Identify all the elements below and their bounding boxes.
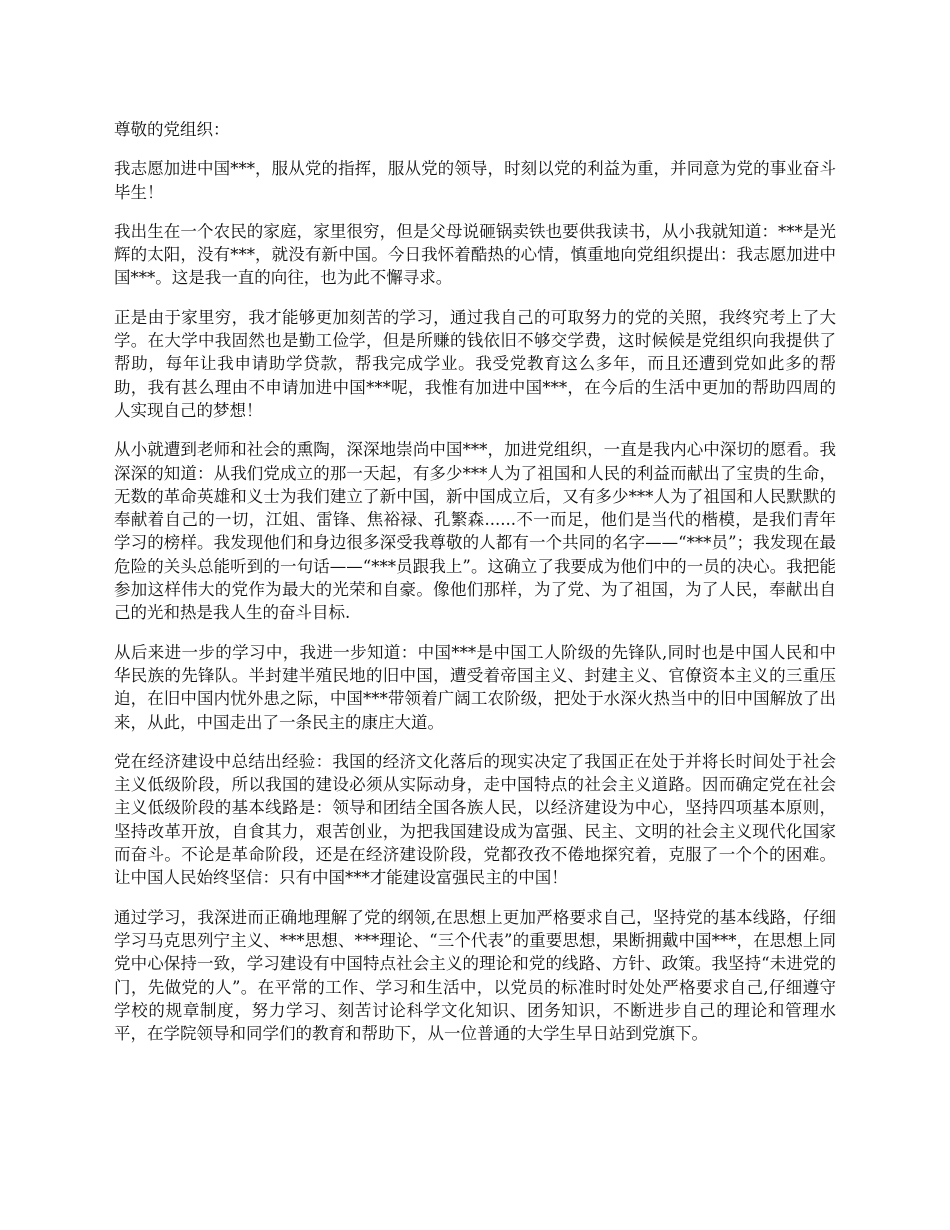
paragraph-6: 党在经济建设中总结出经验：我国的经济文化落后的现实决定了我国正在处于并将长时间处于社会主义低级阶段，所以我国的建设必须从实际动身，走中国特点的社会主义道路。因而确定党在社会主义低级阶段的基本线路是：领导和团结全国各族人民，以经济建设为中心，坚持四项基本原则，坚持改革开放，自食其力，艰苦创业，为把我国建设成为富强、民主、文明的社会主义现代化国家而奋斗。不论是革命阶段，还是在经济建设阶段，党都孜孜不倦地探究着，克服了一个个的困难。让中国人民始终坚信：只有中国***才能建设富强民主的中国！ — [114, 751, 836, 888]
paragraph-5: 从后来进一步的学习中，我进一步知道：中国***是中国工人阶级的先锋队,同时也是中国人民和中华民族的先锋队。半封建半殖民地的旧中国，遭受着帝国主义、封建主义、官僚资本主义的三重压迫，在旧中国内忧外患之际，中国***带领着广阔工农阶级，把处于水深火热当中的旧中国解放了出来，从此，中国走出了一条民主的康庄大道。 — [114, 642, 836, 732]
paragraph-2: 我出生在一个农民的家庭，家里很穷，但是父母说砸锅卖铁也要供我读书，从小我就知道：***是光辉的太阳，没有***，就没有新中国。今日我怀着酷热的心情，慎重地向党组织提出：我志愿加进中国***。这是我一直的向往，也为此不懈寻求。 — [114, 221, 836, 288]
paragraph-7: 通过学习，我深进而正确地理解了党的纲领,在思想上更加严格要求自己，坚持党的基本线路，仔细学习马克思列宁主义、***思想、***理论、“三个代表”的重要思想，果断拥戴中国***，在思想上同党中心保持一致，学习建设有中国特点社会主义的理论和党的线路、方针、政策。我坚持“未进党的门，先做党的人”。在平常的工作、学习和生活中，以党员的标准时时处处严格要求自己,仔细遵守学校的规章制度，努力学习、刻苦讨论科学文化知识、团务知识，不断进步自己的理论和管理水平，在学院领导和同学们的教育和帮助下，从一位普通的大学生早日站到党旗下。 — [114, 907, 836, 1044]
paragraph-4: 从小就遭到老师和社会的熏陶，深深地崇尚中国***，加进党组织，一直是我内心中深切的愿看。我深深的知道：从我们党成立的那一天起，有多少***人为了祖国和人民的利益而献出了宝贵的生命，无数的革命英雄和义士为我们建立了新中国，新中国成立后，又有多少***人为了祖国和人民默默的奉献着自己的一切，江姐、雷锋、焦裕禄、孔繁森......不一而足，他们是当代的楷模，是我们青年学习的榜样。我发现他们和身边很多深受我尊敬的人都有一个共同的名字——“***员”；我发现在最危险的关头总能听到的一句话——“***员跟我上”。这确立了我要成为他们中的一员的决心。我把能参加这样伟大的党作为最大的光荣和自豪。像他们那样，为了党、为了祖国，为了人民，奉献出自己的光和热是我人生的奋斗目标. — [114, 440, 836, 623]
paragraph-3: 正是由于家里穷，我才能够更加刻苦的学习，通过我自己的可取努力的党的关照，我终究考上了大学。在大学中我固然也是勤工俭学，但是所赚的钱依旧不够交学费，这时候候是党组织向我提供了帮助，每年让我申请助学贷款，帮我完成学业。我受党教育这么多年，而且还遭到党如此多的帮助，我有甚么理由不申请加进中国***呢，我惟有加进中国***，在今后的生活中更加的帮助四周的人实现自己的梦想！ — [114, 307, 836, 420]
paragraph-1: 我志愿加进中国***，服从党的指挥，服从党的领导，时刻以党的利益为重，并同意为党的事业奋斗毕生！ — [114, 159, 836, 202]
salutation: 尊敬的党组织： — [114, 120, 230, 139]
document-page — [114, 118, 836, 1061]
